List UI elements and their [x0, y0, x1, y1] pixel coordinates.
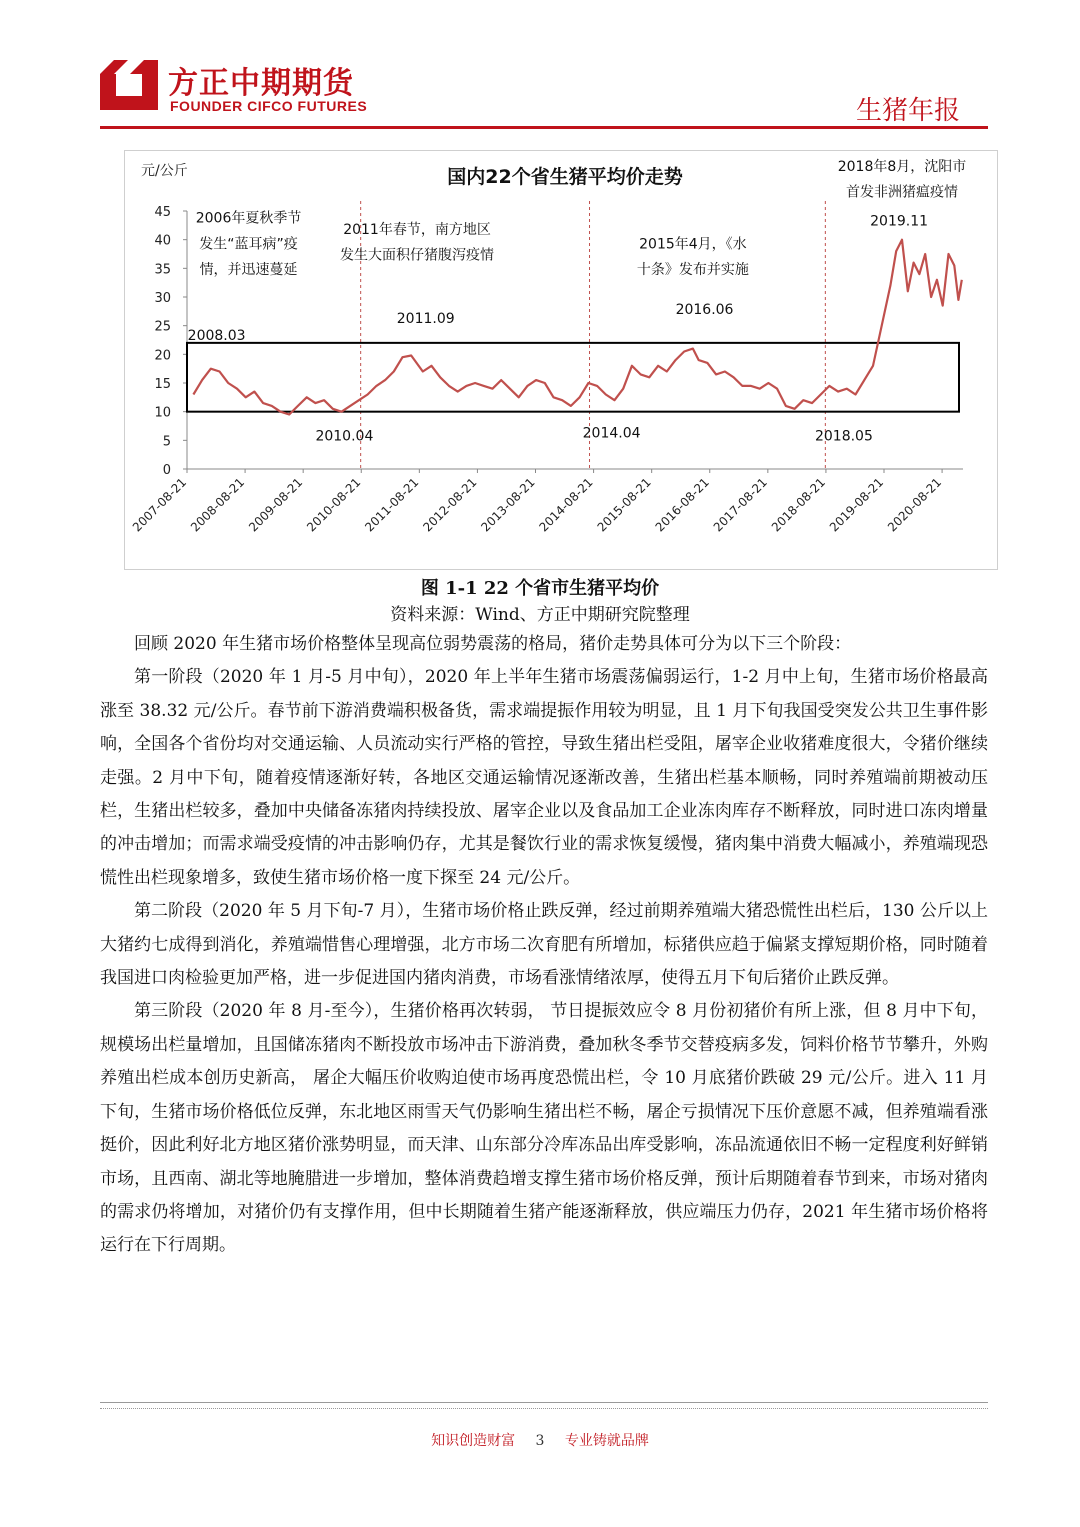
figure-source: 资料来源：Wind、方正中期研究院整理 [390, 605, 690, 625]
chart-annotation: 2018.05 [814, 428, 873, 445]
chart-annotation: 首发非洲猪瘟疫情 [846, 184, 959, 201]
x-tick-label: 2017-08-21 [710, 475, 770, 535]
chart-annotation: 2014.04 [582, 425, 641, 442]
report-title: 生猪年报 [855, 96, 960, 126]
x-tick-label: 2009-08-21 [246, 475, 306, 535]
chart-annotation: 2006年夏秋季节 [195, 210, 302, 227]
header-divider [100, 126, 988, 129]
y-tick-label: 5 [162, 434, 171, 450]
brand-name-en: FOUNDER CIFCO FUTURES [170, 98, 368, 114]
x-tick-label: 2018-08-21 [768, 475, 829, 535]
chart-annotation: 2015年4月，《水 [639, 236, 747, 253]
chart-annotation: 发生“蓝耳病”疫 [199, 236, 298, 253]
price-chart-svg [125, 151, 997, 569]
chart-annotation: 2011年春节，南方地区 [343, 221, 491, 238]
y-tick-label: 45 [154, 205, 171, 220]
y-tick-label: 15 [154, 377, 171, 392]
x-tick-label: 2015-08-21 [594, 475, 654, 535]
x-tick-label: 2010-08-21 [304, 475, 364, 535]
paragraph-3: 第二阶段（2020 年 5 月下旬-7 月），生猪市场价格止跌反弹，经过前期养殖端大猪恐慌性出栏后，130 公斤以上大猪约七成得到消化，养殖端惜售心理增强，北方市场二次育肥有所增加，标猪供应趋于偏紧支撑短期价格，同时随着我国进口肉检验更加严格，进一步促进国内猪肉消费，市场看涨情绪浓厚，使得五月下旬后猪价止跌反弹。 [100, 901, 988, 989]
x-tick-label: 2013-08-21 [478, 475, 538, 535]
chart-annotation: 2018年8月，沈阳市 [837, 158, 967, 175]
founder-logo-icon [100, 60, 158, 110]
page-header [0, 0, 1080, 140]
page-number: 3 [535, 1433, 545, 1449]
brand-name-cn: 方正中期期货 [168, 66, 354, 101]
y-tick-label: 35 [154, 262, 171, 278]
page-footer [0, 1430, 1080, 1450]
x-tick-label: 2014-08-21 [536, 475, 596, 535]
footer-divider [100, 1402, 988, 1403]
chart-annotation: 情，并迅速蔓延 [199, 262, 298, 279]
y-tick-label: 20 [154, 348, 171, 364]
chart-annotation: 发生大面积仔猪腹泻疫情 [340, 247, 495, 264]
chart-annotation: 2008.03 [187, 328, 246, 344]
x-tick-label: 2012-08-21 [420, 475, 480, 535]
y-tick-label: 10 [154, 405, 171, 421]
y-tick-label: 0 [162, 463, 171, 478]
paragraph-1: 回顾 2020 年生猪市场价格整体呈现高位弱势震荡的格局，猪价走势具体可分为以下三个阶段： [134, 634, 852, 654]
chart-annotation: 2010.04 [315, 428, 374, 445]
body-text [100, 628, 988, 1263]
footer-slogan-left: 知识创造财富 [431, 1433, 516, 1449]
x-tick-label: 2016-08-21 [652, 475, 712, 535]
paragraph-2: 第一阶段（2020 年 1 月-5 月中旬），2020 年上半年生猪市场震荡偏弱运行，1-2 月中上旬，生猪市场价格最高涨至 38.32 元/公斤。春节前下游消费端积极备货，需求端提振作用较为明显，且 1 月下旬我国受突发公共卫生事件影响，全国各个省份均对交通运输、人员流动实行严格的管控，导致生猪出栏受阻，屠宰企业收猪难度很大，令猪价继续走强。2 月中下旬，随着疫情逐渐好转，各地区交通运输情况逐渐改善，生猪出栏基本顺畅，同时养殖端前期被动压栏，生猪出栏较多，叠加中央储备冻猪肉持续投放、屠宰企业以及食品加工企业冻肉库存不断释放，同时进口冻肉增量的冲击增加；而需求端受疫情的冲击影响仍存，尤其是餐饮行业的需求恢复缓慢，猪肉集中消费大幅减小，养殖端现恐慌性出栏现象增多，致使生猪市场价格一度下探至 24 元/公斤。 [100, 667, 988, 888]
x-tick-label: 2007-08-21 [129, 475, 190, 535]
x-tick-label: 2011-08-21 [362, 475, 422, 535]
y-tick-label: 30 [154, 291, 171, 306]
chart-annotation: 2011.09 [396, 310, 455, 327]
y-tick-label: 40 [154, 233, 171, 249]
figure-caption: 图 1-1 22 个省市生猪平均价 [420, 578, 660, 599]
y-axis-label: 元/公斤 [141, 163, 188, 179]
chart-annotation: 十条》发布并实施 [636, 262, 749, 279]
price-series-line [193, 240, 961, 415]
x-tick-label: 2008-08-21 [187, 475, 248, 535]
y-tick-label: 25 [154, 319, 171, 335]
price-chart [124, 150, 998, 570]
chart-title: 国内22个省生猪平均价走势 [447, 166, 683, 188]
paragraph-4: 第三阶段（2020 年 8 月-至今），生猪价格再次转弱， 节日提振效应令 8 月份初猪价有所上涨，但 8 月中下旬，规模场出栏量增加，且国储冻猪肉不断投放市场冲击下游消费，叠加秋冬季节交替疫病多发，饲料价格节节攀升，外购养殖出栏成本创历史新高， 屠企大幅压价收购迫使市场再度恐慌出栏，令 10 月底猪价跌破 29 元/公斤。进入 11 月下旬，生猪市场价格低位反弹，东北地区雨雪天气仍影响生猪出栏不畅，屠企亏损情况下压价意愿不减，但养殖端看涨挺价，因此利好北方地区猪价涨势明显，而天津、山东部分冷库冻品出库受影响，冻品流通依旧不畅一定程度利好鲜销市场，且西南、湖北等地腌腊进一步增加，整体消费趋增支撑生猪市场价格反弹，预计后期随着春节到来，市场对猪肉的需求仍将增加，对猪价仍有支撑作用，但中长期随着生猪产能逐渐释放，供应端压力仍存，2021 年生猪市场价格将运行在下行周期。 [100, 1001, 988, 1256]
chart-annotation: 2016.06 [675, 302, 734, 319]
x-tick-label: 2019-08-21 [826, 475, 887, 535]
chart-annotation: 2019.11 [870, 213, 929, 230]
footer-divider-dotted [100, 1408, 988, 1409]
x-tick-label: 2020-08-21 [884, 475, 945, 535]
footer-slogan-right: 专业铸就品牌 [564, 1433, 649, 1449]
